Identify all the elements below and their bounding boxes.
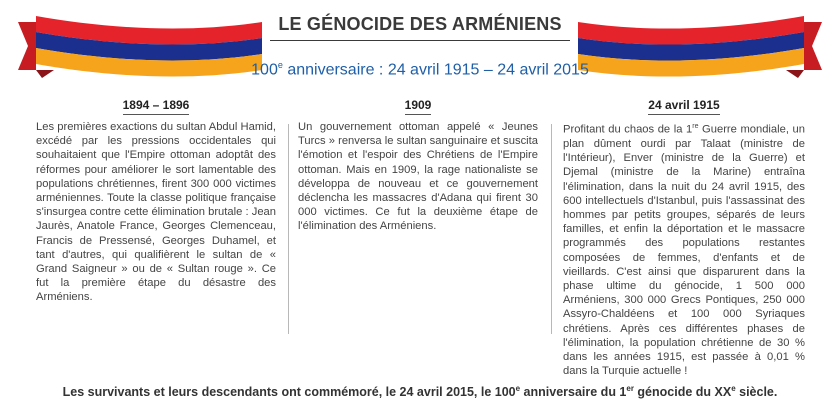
- subtitle-ordinal: e: [277, 60, 283, 70]
- column-divider: [288, 124, 289, 334]
- footer-ordinal: e: [515, 384, 521, 393]
- column-body: [563, 120, 805, 378]
- column-divider: [551, 124, 552, 334]
- column-body: Un gouvernement ottoman appelé « Jeunes Turcs » renversa le sultan sanguinaire et suscita l'émotion et l'espoir des Chrétiens de l'Empire ottoman. Mais en 1909, la rage nationaliste se développa de nouveau et ce gouvernement déclencha les massacres d'Adana qui firent 30 000 victimes. Ce fut la deuxième étape de l'élimination des Arméniens.: [298, 121, 538, 233]
- subtitle-number: 100: [251, 61, 278, 79]
- page-title-text: LE GÉNOCIDE DES ARMÉNIENS: [270, 14, 569, 41]
- footer-ordinal: e: [731, 384, 736, 393]
- column-heading: [563, 98, 805, 120]
- subtitle-text: anniversaire : 24 avril 1915 – 24 avril 2015: [282, 61, 589, 79]
- footer-statement: [0, 384, 840, 399]
- column-heading-text: 1894 – 1896: [123, 98, 190, 115]
- footer-part: anniversaire du 1: [520, 385, 627, 400]
- footer-ordinal: er: [626, 384, 634, 393]
- column-1909: [298, 98, 538, 234]
- page-subtitle: [0, 60, 840, 79]
- column-heading-text: 24 avril 1915: [648, 98, 719, 115]
- footer-part: siècle.: [735, 385, 778, 400]
- column-body-part: Guerre mondiale, un plan dûment ourdi par Talaat (ministre de l'Intérieur), Enver (ministre de la Guerre) et Djemal (ministre de la Marine) entraîna l'élimination, dans la nuit du 24 avril 1915, des 600 intellectuels d'Istanbul, puis l'assassinat des hommes par petits groupes, séparés de leurs familles, et enfin la déportation et le massacre programmés des populations restantes composées de femmes, d'enfants et de vieillards. C'est ainsi que disparurent dans la phase ultime du génocide, 1 500 000 Arméniens, 300 000 Grecs Pontiques, 250 000 Assyro-Chaldéens et 100 000 Syriaques chrétiens. Après ces différentes phases de l'élimination, la population chrétienne de 30 % dans les années 1915, est passée à 0,01 % dans la Turquie actuelle !: [563, 123, 805, 378]
- column-1894-1896: [36, 98, 276, 305]
- column-heading: [36, 98, 276, 120]
- page-title: [0, 14, 840, 41]
- column-heading: [298, 98, 538, 120]
- column-body-part: Profitant du chaos de la 1: [563, 123, 693, 136]
- footer-part: Les survivants et leurs descendants ont commémoré, le 24 avril 2015, le 100: [62, 385, 516, 400]
- column-24-avril-1915: [563, 98, 805, 378]
- column-body: Les premières exactions du sultan Abdul Hamid, excédé par les pressions occidentales qui souhaitaient que l'Empire ottoman adoptât des réformes pour améliorer le sort lamentable des populations chrétiennes, firent 300 000 victimes arméniennes. Toute la classe politique française s'insurgea contre cette élimination brutale : Jean Jaurès, Anatole France, Georges Clemenceau, Francis de Pressensé, Georges Duhamel, et tant d'autres, qui qualifièrent le sultan de « Grand Saigneur » ou de « Sultan rouge ». Ce fut la première étape du désastre des Arméniens.: [36, 121, 276, 304]
- column-body-ordinal: re: [692, 123, 699, 130]
- column-heading-text: 1909: [405, 98, 432, 115]
- footer-part: génocide du XX: [633, 385, 732, 400]
